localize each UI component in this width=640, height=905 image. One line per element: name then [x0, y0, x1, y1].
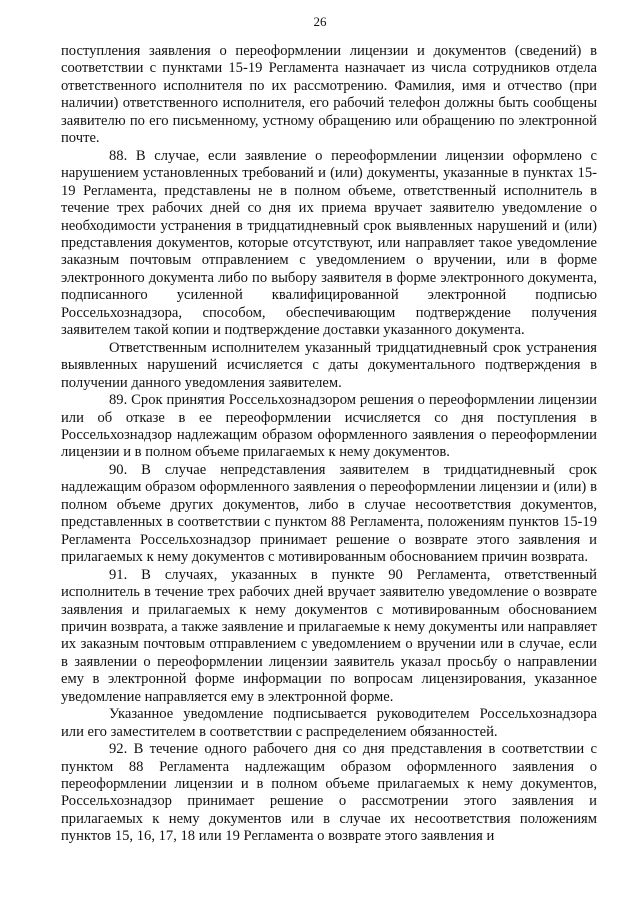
document-body: [61, 43, 597, 846]
paragraph-88: 88. В случае, если заявление о переоформлении лицензии оформлено с нарушением установленных требований и (или) документы, указанные в пунктах 15-19 Регламента, представлены не в полном объеме, ответственный исполнитель в течение трех рабочих дней со дня их приема вручает заявителю уведомление о необходимости устранения в тридцатидневный срок выявленных нарушений и (или) представления документов, которые отсутствуют, или направляет такое уведомление заказным почтовым отправлением с уведомлением о вручении, или в форме электронного документа либо по выбору заявителя в форме электронного документа, подписанного усиленной квалифицированной электронной подписью Россельхознадзора, способом, обеспечивающим подтверждение получения заявителем такой копии и подтверждение доставки указанного документа.: [61, 147, 597, 339]
paragraph-88-deadline: Ответственным исполнителем указанный тридцатидневный срок устранения выявленных нарушений исчисляется с даты документального подтверждения в получении данного уведомления заявителем.: [61, 339, 597, 391]
paragraph-92: 92. В течение одного рабочего дня со дня представления в соответствии с пунктом 88 Регламента надлежащим образом оформленного заявления о переоформлении лицензии и в полном объеме прилагаемых к нему документов, Россельхознадзор принимает решение о рассмотрении этого заявления и прилагаемых к нему документов или в случае их несоответствия положениям пунктов 15, 16, 17, 18 или 19 Регламента о возврате этого заявления и: [61, 741, 597, 845]
paragraph-continuation: поступления заявления о переоформлении лицензии и документов (сведений) в соответствии с пунктами 15-19 Регламента назначает из числа сотрудников отдела ответственного исполнителя по их рассмотрению. Фамилия, имя и отчество (при наличии) ответственного исполнителя, его рабочий телефон должны быть сообщены заявителю по его письменному, устному обращению или обращению по электронной почте.: [61, 43, 597, 147]
paragraph-90: 90. В случае непредставления заявителем в тридцатидневный срок надлежащим образом оформленного заявления о переоформлении лицензии и (или) в полном объеме других документов, либо в случае несоответствия документов, представленных в соответствии с пунктом 88 Регламента, положениям пунктов 15-19 Регламента Россельхознадзор принимает решение о возврате этого заявления и прилагаемых к нему документов с мотивированным обоснованием причин возврата.: [61, 461, 597, 566]
page-number: 26: [313, 14, 327, 29]
paragraph-91: 91. В случаях, указанных в пункте 90 Регламента, ответственный исполнитель в течение трех рабочих дней вручает заявителю уведомление о возврате заявления и прилагаемых к нему документов с мотивированным обоснованием причин возврата, а также заявление и прилагаемые к нему документы или направляет их заказным почтовым отправлением с уведомлением о вручении или в случае, если в заявлении о переоформлении лицензии заявитель указал просьбу о направлении ему в электронной форме информации по вопросам лицензирования, указанное уведомление направляется ему в электронной форме.: [61, 566, 597, 705]
paragraph-89: 89. Срок принятия Россельхознадзором решения о переоформлении лицензии или об отказе в ее переоформлении исчисляется со дня поступления в Россельхознадзор надлежащим образом оформленного заявления о переоформлении лицензии и в полном объеме прилагаемых к нему документов.: [61, 392, 597, 461]
paragraph-91-signature: Указанное уведомление подписывается руководителем Россельхознадзора или его заместителем в соответствии с распределением обязанностей.: [61, 706, 597, 740]
